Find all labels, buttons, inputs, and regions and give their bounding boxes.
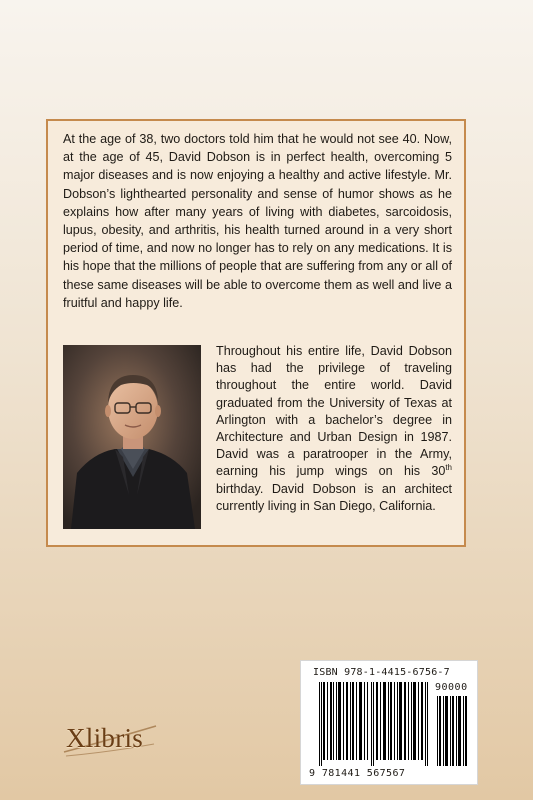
price-addon-digits: 90000	[435, 682, 468, 693]
book-blurb: At the age of 38, two doctors told him that he would not see 40. Now, at the age of 45, David Dobson is in perfect health, overcoming 5 major diseases and is now enjoying a healthy and active lifestyle. Mr. Dobson’s lighthearted personality and sense of humor shows as he explains how after many years of living with diabetes, sarcoidosis, lupus, obesity, and arthritis, his health turned around in a very short period of time, and now no longer has to rely on any medications. It is his hope that the millions of people that are suffering from any or all of these same diseases will be able to overcome them as well and live a fruitful and happy life.	[63, 132, 452, 310]
author-photo	[63, 345, 201, 529]
isbn-barcode	[300, 660, 478, 785]
blurb-box	[46, 119, 466, 547]
addon-barcode-bars	[437, 696, 467, 766]
publisher-logo	[62, 722, 158, 758]
author-bio-text: Throughout his entire life, David Dobson has had the privilege of traveling throughout the entire world. David graduated from the University of Texas at Arlington with a bachelor’s degree in Architecture and Urban Design in 1987. David was a paratrooper in the Army, earning his jump wings on his 30	[216, 344, 452, 479]
publisher-logo-text: Xlibris	[66, 723, 144, 753]
ean-digits: 9 781441 567567	[309, 768, 406, 779]
author-portrait-illustration	[63, 345, 201, 529]
author-bio-text-end: birthday. David Dobson is an architect currently living in San Diego, California.	[216, 481, 452, 513]
ordinal-suffix: th	[445, 463, 452, 473]
ean-barcode-bars	[319, 682, 429, 766]
author-bio	[216, 343, 452, 515]
isbn-label: ISBN 978-1-4415-6756-7	[313, 667, 450, 678]
